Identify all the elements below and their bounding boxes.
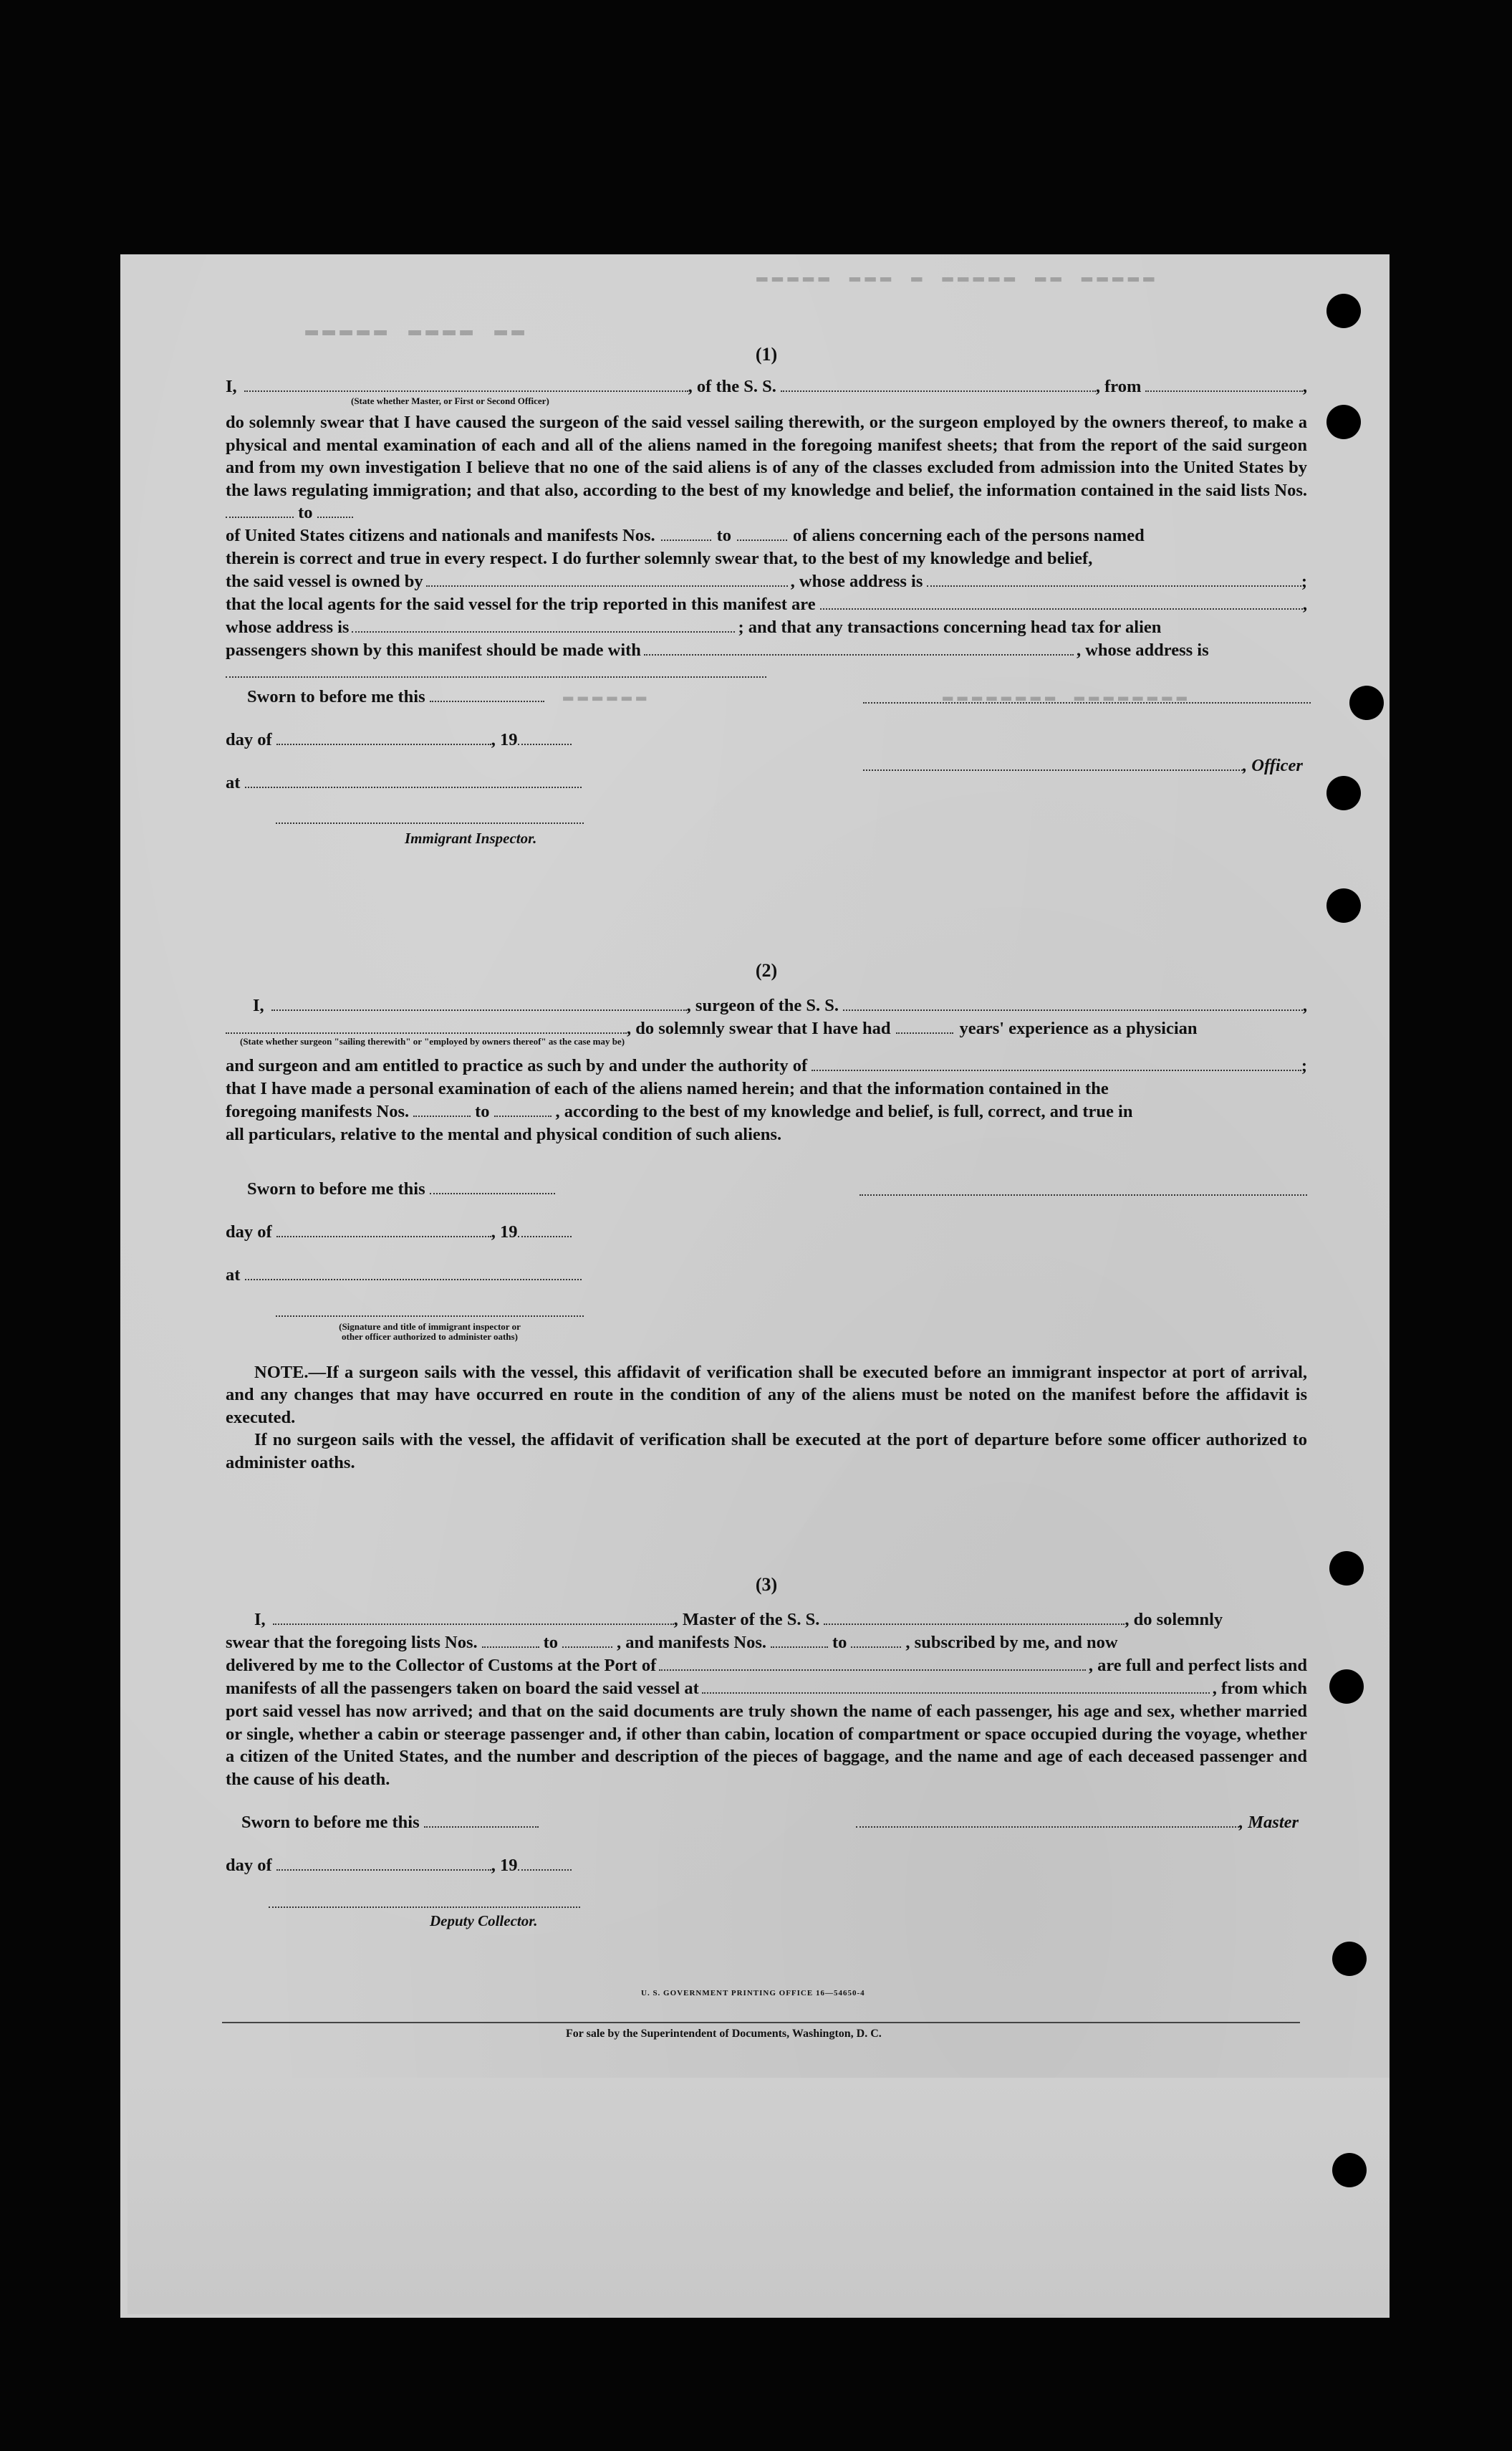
from-port-field <box>1145 376 1303 392</box>
punch-hole <box>1326 405 1361 439</box>
note-paragraph-2: If no surgeon sails with the vessel, the affidavit of verification shall be executed at the port of departure before some officer authorized to administer oaths. <box>226 1430 1307 1472</box>
footer-rule <box>222 2022 1300 2023</box>
section-3-signatures <box>226 1790 1307 1962</box>
officer-note: (State whether Master, or First or Second Officer) <box>351 395 549 406</box>
note-paragraph: NOTE.—If a surgeon sails with the vessel, this affidavit of verification shall be executed before an immigrant inspector at port of arrival, and any changes that may have occurred en route in the condition of any of the aliens must be noted on the manifest before the affidavit is executed. <box>226 1362 1307 1427</box>
section-1-signatures <box>226 678 1307 893</box>
master-label: , Master <box>856 1812 1299 1833</box>
section-3-number: (3) <box>755 1574 778 1595</box>
from-label: , from <box>1095 377 1142 396</box>
for-sale-note: For sale by the Superintendent of Documents, Washington, D. C. <box>566 2028 882 2040</box>
punch-hole <box>1329 1669 1364 1704</box>
punch-hole <box>1332 1942 1367 1976</box>
surgeon-note: (State whether surgeon "sailing therewith" or "employed by owners thereof" as the case may be) <box>240 1035 625 1047</box>
master-line: I, , Master of the S. S. , do solemnly <box>254 1610 1223 1629</box>
day-of-label: day of , 19 <box>226 1855 572 1876</box>
agents-line: that the local agents for the said vessel for the trip reported in this manifest are , <box>226 594 1307 614</box>
gpo-imprint: U. S. GOVERNMENT PRINTING OFFICE 16—54650-4 <box>641 1989 865 1997</box>
authority-line: and surgeon and am entitled to practice as such by and under the authority of ; <box>226 1055 1307 1075</box>
inspector-signature-line <box>276 1305 584 1317</box>
section-3-paragraph: port said vessel has now arrived; and that on the said documents are truly shown the name of each passenger, his age and sex, whether married or single, whether a cabin or steerage passenger and, if other than cabin, location of compartment or space occupied during the voyage, whether a citizen of the United States, and the number and description of the pieces of baggage, and the name and age of each deceased passenger and the cause of his death. <box>226 1702 1307 1789</box>
officer-name-field <box>244 376 688 392</box>
surgeon-line: I, , surgeon of the S. S. , <box>253 995 1307 1015</box>
bleed-through-mark: ▬▬▬▬▬▬▬▬ ▬▬▬▬▬▬▬▬ <box>938 688 1187 707</box>
punch-hole <box>1326 294 1361 328</box>
section-1-officer-line: I, , of the S. S. , from , <box>226 375 1307 398</box>
sworn-label: Sworn to before me this <box>247 686 544 707</box>
section-1-number: (1) <box>755 344 778 365</box>
collector-signature-line <box>269 1896 580 1908</box>
immigrant-inspector-label: Immigrant Inspector. <box>405 829 537 847</box>
agents-address-line: whose address is ; and that any transactions concerning head tax for alien <box>226 617 1162 637</box>
i-label: I, <box>226 377 237 396</box>
citizens-line: of United States citizens and nationals and manifests Nos. to of aliens concerning each of the persons named <box>226 525 1145 545</box>
taken-on-board-line: manifests of all the passengers taken on board the said vessel at , from which <box>226 1679 1307 1698</box>
day-of-label: day of , 19 <box>226 1222 572 1242</box>
officer-signature-line <box>863 686 1311 702</box>
signature-note: (Signature and title of immigrant inspector or other officer authorized to administer oaths) <box>339 1320 521 1342</box>
deputy-collector-label: Deputy Collector. <box>430 1912 538 1929</box>
officer-label: , Officer <box>863 755 1303 776</box>
passengers-line: passengers shown by this manifest should be made with , whose address is <box>226 640 1209 660</box>
vessel-name-field <box>781 376 1096 392</box>
surgeon-years-line: , do solemnly swear that I have had years' experience as a physician <box>226 1017 1307 1040</box>
at-label: at <box>226 772 582 793</box>
correct-line: therein is correct and true in every respect. I do further solemnly swear that, to the best of my knowledge and belief, <box>226 548 1093 568</box>
owned-line: the said vessel is owned by , whose address is ; <box>226 571 1307 591</box>
of-ss-label: , of the S. S. <box>688 377 776 396</box>
day-of-label: day of , 19 <box>226 729 572 750</box>
surgeon-signature-line <box>859 1179 1307 1196</box>
sworn-label: Sworn to before me this <box>247 1179 555 1199</box>
document-body <box>226 337 1307 1962</box>
section-2-number: (2) <box>755 959 778 981</box>
punch-hole <box>1332 2153 1367 2187</box>
examination-line: that I have made a personal examination of each of the aliens named herein; and that the information contained in the <box>226 1078 1109 1098</box>
particulars-line: all particulars, relative to the mental and physical condition of such aliens. <box>226 1124 782 1144</box>
bleed-through-mark: ▬▬▬▬▬▬ <box>559 688 647 707</box>
sheet-bottom <box>127 2078 1390 2314</box>
at-label: at <box>226 1265 582 1285</box>
delivered-line: delivered by me to the Collector of Customs at the Port of , are full and perfect lists and <box>226 1656 1307 1675</box>
sworn-label: Sworn to before me this <box>241 1812 539 1833</box>
address-continuation-line <box>226 662 1307 678</box>
bleed-through-mark: ▬▬ ▬▬▬▬ ▬▬▬▬▬ <box>301 319 525 343</box>
section-2-signatures <box>226 1146 1307 1361</box>
bleed-through-mark: ▬▬▬▬▬ ▬▬ ▬▬▬▬▬ ▬ ▬▬▬ ▬▬▬▬▬ <box>752 267 1155 288</box>
lists-line: swear that the foregoing lists Nos. to , and manifests Nos. to , subscribed by me, and now <box>226 1633 1118 1652</box>
inspector-signature-line <box>276 812 584 824</box>
section-1-paragraph: do solemnly swear that I have caused the surgeon of the said vessel sailing therewith, or the surgeon employed by the owners thereof, to make a physical and mental examination of each and all of the aliens named in the foregoing manifest sheets; that from the report of the said surgeon and from my own investigation I believe that no one of the said aliens is of any of the classes excluded from admission into the United States by the laws regulating immigration; and that also, according to the best of my knowledge and belief, the information contained in the said lists Nos. to <box>226 413 1307 522</box>
punch-hole <box>1349 686 1384 720</box>
punch-hole <box>1326 888 1361 923</box>
punch-hole <box>1329 1551 1364 1586</box>
punch-hole <box>1326 776 1361 810</box>
foregoing-line: foregoing manifests Nos. to , according to the best of my knowledge and belief, is full, correct, and true in <box>226 1101 1133 1121</box>
